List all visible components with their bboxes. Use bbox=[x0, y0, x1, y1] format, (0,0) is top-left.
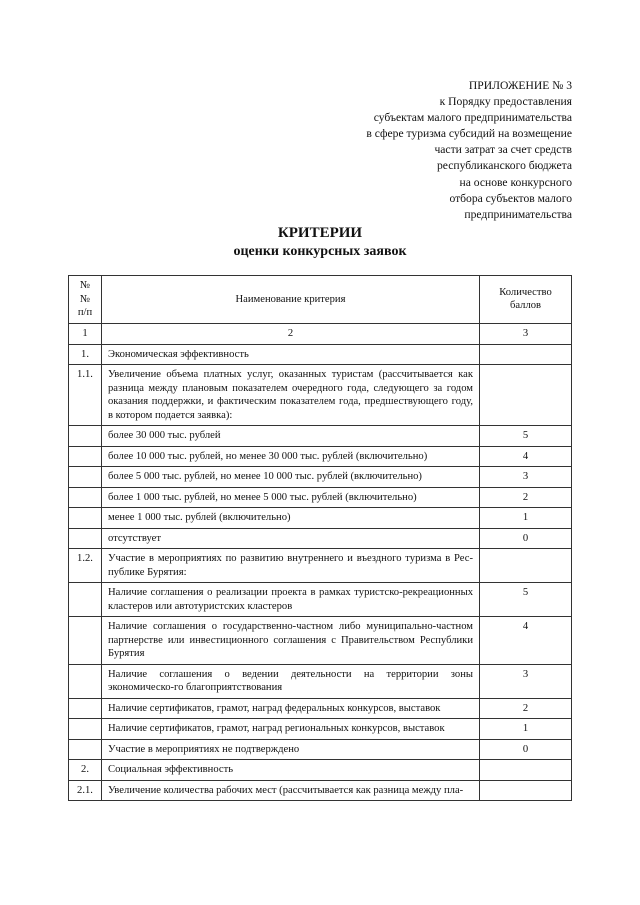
table-row bbox=[69, 549, 572, 583]
table-row bbox=[69, 508, 572, 529]
table-index-row bbox=[69, 323, 572, 344]
table-row bbox=[69, 528, 572, 549]
appendix-header bbox=[366, 78, 572, 223]
table-row bbox=[69, 664, 572, 698]
row-number: 1.1. bbox=[69, 365, 102, 426]
row-number bbox=[69, 528, 102, 549]
table-row bbox=[69, 719, 572, 740]
table-row bbox=[69, 760, 572, 781]
row-points bbox=[480, 344, 572, 365]
row-criterion: Наличие сертификатов, грамот, наград федеральных конкурсов, выставок bbox=[102, 698, 480, 719]
row-number bbox=[69, 508, 102, 529]
row-criterion: Участие в мероприятиях не подтверждено bbox=[102, 739, 480, 760]
row-number: 1.2. bbox=[69, 549, 102, 583]
header-number: №№ п/п bbox=[69, 276, 102, 324]
table-row bbox=[69, 365, 572, 426]
row-criterion: менее 1 000 тыс. рублей (включительно) bbox=[102, 508, 480, 529]
row-criterion: Наличие сертификатов, грамот, наград региональных конкурсов, выставок bbox=[102, 719, 480, 740]
row-points: 5 bbox=[480, 583, 572, 617]
appendix-line: субъектам малого предпринимательства bbox=[373, 111, 572, 125]
table-row bbox=[69, 467, 572, 488]
row-points: 2 bbox=[480, 698, 572, 719]
row-criterion: Увеличение количества рабочих мест (рассчитывается как разница между пла- bbox=[102, 780, 480, 801]
row-criterion: Участие в мероприятиях по развитию внутреннего и въездного туризма в Рес-публике Бурятия: bbox=[102, 549, 480, 583]
row-points: 0 bbox=[480, 739, 572, 760]
row-points bbox=[480, 365, 572, 426]
row-criterion: Наличие соглашения о государственно-частном либо муниципально-частном партнерстве или инвестиционного соглашения с Правительством Республики Бурятия bbox=[102, 617, 480, 665]
row-number: 2. bbox=[69, 760, 102, 781]
table-header-row bbox=[69, 276, 572, 324]
row-criterion: Наличие соглашения о реализации проекта в рамках туристско-рекреационных кластеров или автотуристских кластеров bbox=[102, 583, 480, 617]
row-number bbox=[69, 467, 102, 488]
row-points bbox=[480, 549, 572, 583]
table-row bbox=[69, 446, 572, 467]
appendix-line: в сфере туризма субсидий на возмещение bbox=[366, 127, 572, 141]
row-points: 2 bbox=[480, 487, 572, 508]
row-criterion: Наличие соглашения о ведении деятельности на территории зоны экономическо-го благоприятствования bbox=[102, 664, 480, 698]
table-row bbox=[69, 487, 572, 508]
row-criterion: отсутствует bbox=[102, 528, 480, 549]
row-number bbox=[69, 583, 102, 617]
row-points bbox=[480, 760, 572, 781]
row-points: 5 bbox=[480, 426, 572, 447]
table-row bbox=[69, 426, 572, 447]
row-number bbox=[69, 617, 102, 665]
row-criterion: Увеличение объема платных услуг, оказанных туристам (рассчитывается как разница между плановым показателем очередного года, следующего за годом оказания поддержки, и фактическим показателем года, предшествующего году, в котором подается заявка): bbox=[102, 365, 480, 426]
document-subtitle: оценки конкурсных заявок bbox=[233, 244, 407, 259]
row-points: 3 bbox=[480, 467, 572, 488]
row-number bbox=[69, 446, 102, 467]
row-number: 1. bbox=[69, 344, 102, 365]
row-points: 1 bbox=[480, 508, 572, 529]
row-number bbox=[69, 426, 102, 447]
row-criterion: Экономическая эффективность bbox=[102, 344, 480, 365]
table-row bbox=[69, 344, 572, 365]
row-criterion: более 1 000 тыс. рублей, но менее 5 000 тыс. рублей (включительно) bbox=[102, 487, 480, 508]
row-points: 4 bbox=[480, 446, 572, 467]
index-cell: 2 bbox=[102, 323, 480, 344]
table-row bbox=[69, 617, 572, 665]
appendix-line: к Порядку предоставления bbox=[439, 95, 572, 109]
index-cell: 3 bbox=[480, 323, 572, 344]
row-points bbox=[480, 780, 572, 801]
table-row bbox=[69, 583, 572, 617]
appendix-line: части затрат за счет средств bbox=[434, 143, 572, 157]
row-criterion: более 30 000 тыс. рублей bbox=[102, 426, 480, 447]
row-criterion: Социальная эффективность bbox=[102, 760, 480, 781]
table-row bbox=[69, 698, 572, 719]
row-points: 3 bbox=[480, 664, 572, 698]
document-title: КРИТЕРИИ bbox=[277, 225, 363, 241]
table-row bbox=[69, 780, 572, 801]
index-cell: 1 bbox=[69, 323, 102, 344]
row-criterion: более 5 000 тыс. рублей, но менее 10 000 тыс. рублей (включительно) bbox=[102, 467, 480, 488]
header-criterion-name: Наименование критерия bbox=[102, 276, 480, 324]
appendix-line: отбора субъектов малого bbox=[449, 191, 572, 205]
appendix-line: республиканского бюджета bbox=[436, 159, 572, 173]
row-points: 4 bbox=[480, 617, 572, 665]
row-number bbox=[69, 487, 102, 508]
table-row bbox=[69, 739, 572, 760]
row-number: 2.1. bbox=[69, 780, 102, 801]
row-points: 0 bbox=[480, 528, 572, 549]
appendix-line: на основе конкурсного bbox=[459, 175, 572, 189]
header-points: Количество баллов bbox=[480, 276, 572, 324]
row-criterion: более 10 000 тыс. рублей, но менее 30 000 тыс. рублей (включительно) bbox=[102, 446, 480, 467]
row-number bbox=[69, 719, 102, 740]
row-number bbox=[69, 664, 102, 698]
criteria-table bbox=[68, 275, 572, 801]
row-number bbox=[69, 698, 102, 719]
row-points: 1 bbox=[480, 719, 572, 740]
appendix-line: ПРИЛОЖЕНИЕ № 3 bbox=[468, 79, 572, 92]
appendix-line: предпринимательства bbox=[464, 207, 572, 221]
row-number bbox=[69, 739, 102, 760]
